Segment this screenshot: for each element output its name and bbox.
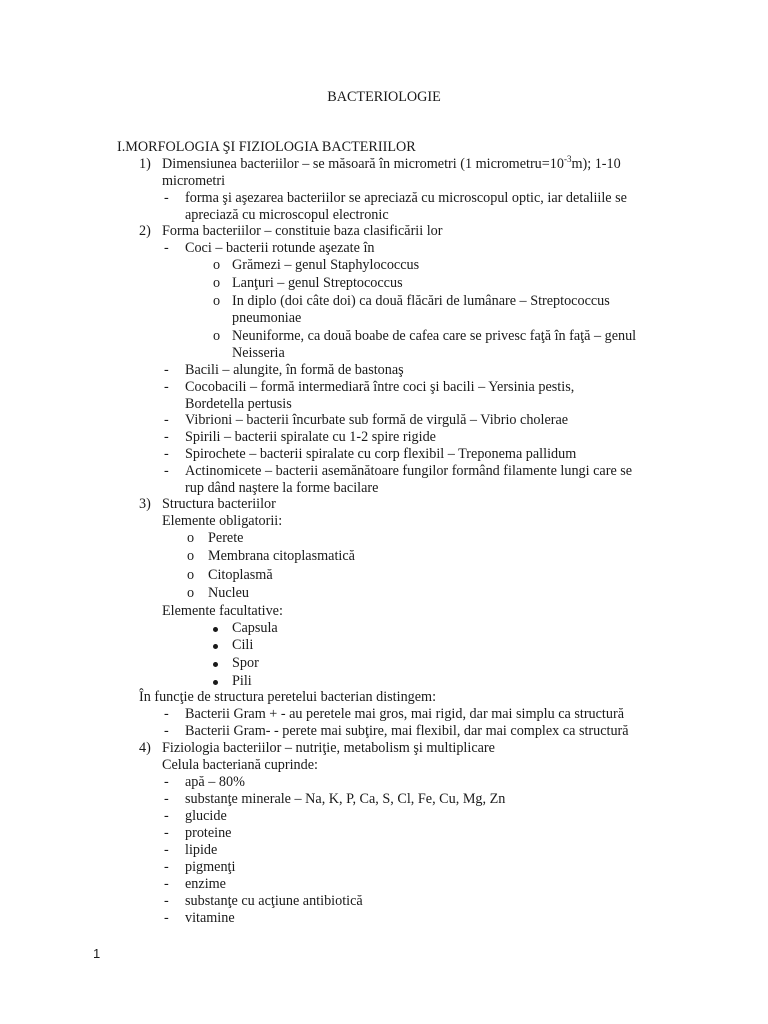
list-item-text: substanţe cu acţiune antibiotică	[185, 893, 363, 909]
list-number: 3)	[139, 496, 151, 512]
list-item-text: Cocobacili – formă intermediară între coci şi bacili – Yersinia pestis,	[185, 379, 575, 395]
bullet-dot	[213, 627, 218, 632]
dash-marker: -	[164, 723, 169, 739]
list-item-text: Actinomicete – bacterii asemănătoare fungilor formând filamente lungi care se	[185, 463, 633, 479]
page-number: 1	[93, 946, 101, 961]
dash-marker: -	[164, 240, 169, 256]
list-item-text: enzime	[185, 876, 226, 892]
dash-marker: -	[164, 842, 169, 858]
list-item-text: Cili	[232, 637, 254, 653]
list-item-text: pigmenţi	[185, 859, 236, 875]
list-item-text: Coci – bacterii rotunde aşezate în	[185, 240, 375, 256]
dash-marker: -	[164, 429, 169, 445]
dash-marker: -	[164, 808, 169, 824]
dash-marker: -	[164, 859, 169, 875]
dash-marker: -	[164, 791, 169, 807]
subheading: Celula bacteriană cuprinde:	[162, 757, 318, 773]
circle-marker: o	[213, 328, 221, 344]
list-number: 4)	[139, 740, 151, 756]
dash-marker: -	[164, 446, 169, 462]
list-item-text: lipide	[185, 842, 218, 858]
bullet-dot	[213, 644, 218, 649]
list-item-text: Bacili – alungite, în formă de bastonaş	[185, 362, 404, 378]
list-item-text: Vibrioni – bacterii încurbate sub formă de virgulă – Vibrio cholerae	[185, 412, 569, 428]
dash-marker: -	[164, 412, 169, 428]
list-item-text: Nucleu	[208, 585, 249, 601]
dash-marker: -	[164, 362, 169, 378]
list-item-text: vitamine	[185, 910, 235, 926]
document-title: BACTERIOLOGIE	[327, 89, 441, 105]
dash-marker: -	[164, 379, 169, 395]
bullet-dot	[213, 680, 218, 685]
circle-marker: o	[213, 275, 221, 291]
list-item-text: Structura bacteriilor	[162, 496, 276, 512]
list-item-text: Spirili – bacterii spiralate cu 1-2 spire rigide	[185, 429, 436, 445]
list-item-text: proteine	[185, 825, 232, 841]
superscript: -3	[563, 154, 572, 164]
list-number: 2)	[139, 223, 151, 239]
text-part: Dimensiunea bacteriilor – se măsoară în micrometri (1 micrometru=10	[162, 156, 564, 172]
list-item-text: Capsula	[232, 620, 278, 636]
subheading: Elemente facultative:	[162, 603, 283, 619]
list-item-continuation: rup dând naştere la forme bacilare	[185, 480, 379, 496]
subheading: Elemente obligatorii:	[162, 513, 283, 529]
list-item-text: Grămezi – genul Staphylococcus	[232, 257, 420, 273]
list-item-continuation: apreciază cu microscopul electronic	[185, 207, 389, 223]
list-item-text: Citoplasmă	[208, 567, 273, 583]
list-item-text: Fiziologia bacteriilor – nutriţie, metabolism şi multiplicare	[162, 740, 495, 756]
list-item-text: glucide	[185, 808, 227, 824]
dash-marker: -	[164, 190, 169, 206]
circle-marker: o	[187, 530, 195, 546]
list-item-text: Neuniforme, ca două boabe de cafea care se privesc faţă în faţă – genul	[232, 328, 637, 344]
circle-marker: o	[213, 293, 221, 309]
dash-marker: -	[164, 876, 169, 892]
list-item-text	[162, 156, 621, 173]
dash-marker: -	[164, 893, 169, 909]
text-part: m); 1-10	[571, 156, 621, 172]
list-item-text: Spor	[232, 655, 259, 671]
list-item-text: Membrana citoplasmatică	[208, 548, 355, 564]
list-item-text: In diplo (doi câte doi) ca două flăcări de lumânare – Streptococcus	[232, 293, 610, 309]
list-item-text: Spirochete – bacterii spiralate cu corp flexibil – Treponema pallidum	[185, 446, 577, 462]
dash-marker: -	[164, 706, 169, 722]
circle-marker: o	[213, 257, 221, 273]
circle-marker: o	[187, 567, 195, 583]
list-item-continuation: pneumoniae	[232, 310, 302, 326]
list-item-text: substanţe minerale – Na, K, P, Ca, S, Cl, Fe, Cu, Mg, Zn	[185, 791, 506, 807]
list-item-text: Lanţuri – genul Streptococcus	[232, 275, 403, 291]
list-item-text: Bacterii Gram + - au peretele mai gros, mai rigid, dar mai simplu ca structură	[185, 706, 624, 722]
dash-marker: -	[164, 463, 169, 479]
list-item-text: Bacterii Gram- - perete mai subţire, mai flexibil, dar mai complex ca structură	[185, 723, 629, 739]
circle-marker: o	[187, 548, 195, 564]
list-item-continuation: micrometri	[162, 173, 226, 189]
list-item-text: apă – 80%	[185, 774, 245, 790]
list-number: 1)	[139, 156, 151, 172]
circle-marker: o	[187, 585, 195, 601]
list-item-continuation: Bordetella pertusis	[185, 396, 292, 412]
paragraph: În funcţie de structura peretelui bacterian distingem:	[139, 689, 437, 705]
list-item-continuation: Neisseria	[232, 345, 285, 361]
list-item-text: Perete	[208, 530, 244, 546]
dash-marker: -	[164, 825, 169, 841]
dash-marker: -	[164, 910, 169, 926]
list-item-text: forma şi aşezarea bacteriilor se apreciază cu microscopul optic, iar detaliile se	[185, 190, 627, 206]
list-item-text: Pili	[232, 673, 252, 689]
bullet-dot	[213, 662, 218, 667]
section-heading: I.MORFOLOGIA ŞI FIZIOLOGIA BACTERIILOR	[117, 139, 416, 155]
dash-marker: -	[164, 774, 169, 790]
list-item-text: Forma bacteriilor – constituie baza clasificării lor	[162, 223, 443, 239]
